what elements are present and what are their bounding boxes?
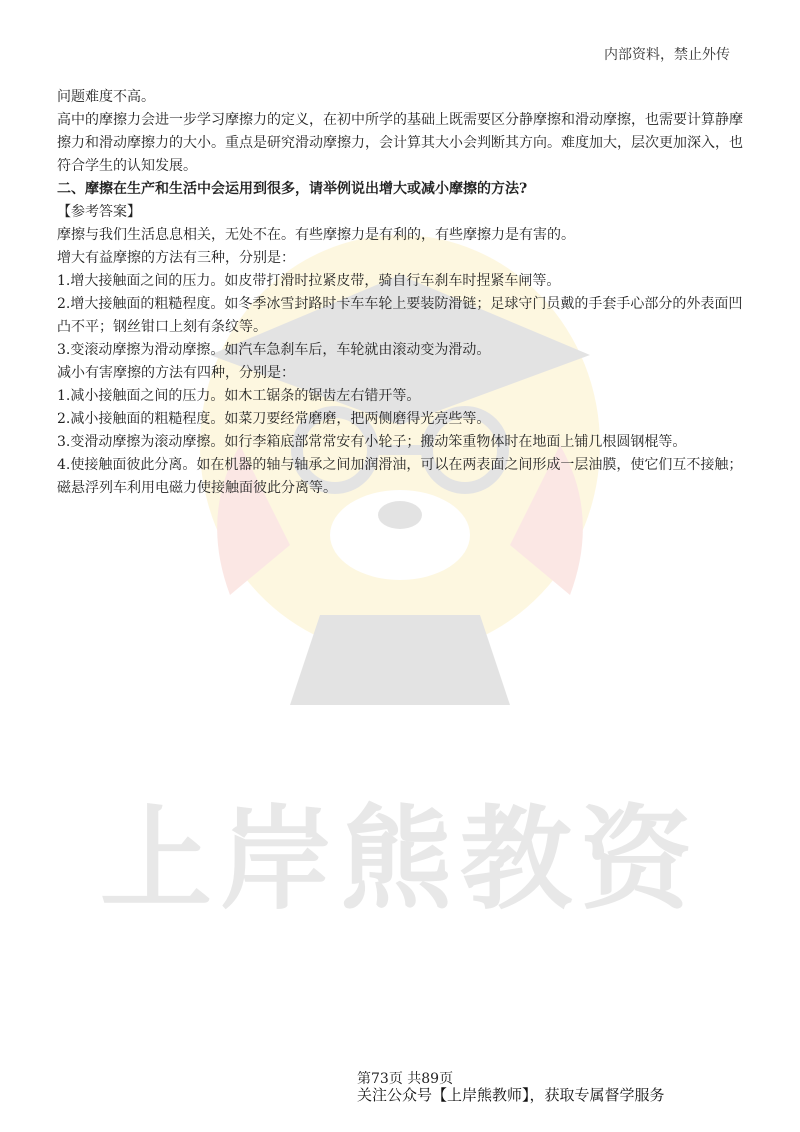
- answer-label: 【参考答案】: [57, 204, 141, 220]
- paragraph: 高中的摩擦力会进一步学习摩擦力的定义，在初中所学的基础上既需要区分静摩擦和滑动摩擦，也需要计算静摩擦力和滑动摩擦力的大小。重点是研究滑动摩擦力，会计算其大小会判断其方向。难度加大，层次更加深入，也符合学生的认知发展。: [57, 112, 743, 174]
- brand-watermark: 上岸熊教资: [100, 795, 700, 925]
- paragraph: 摩擦与我们生活息息相关，无处不在。有些摩擦力是有利的，有些摩擦力是有害的。: [57, 227, 575, 243]
- page-number: 第73页 共89页: [357, 1071, 454, 1087]
- paragraph: 增大有益摩擦的方法有三种，分别是：: [57, 250, 295, 266]
- list-item: 1.增大接触面之间的压力。如皮带打滑时拉紧皮带，骑自行车刹车时捏紧车闸等。: [57, 273, 561, 289]
- list-item: 2.减小接触面的粗糙程度。如菜刀要经常磨磨，把两侧磨得光亮些等。: [57, 411, 491, 427]
- footer-promo: 关注公众号【上岸熊教师】，获取专属督学服务: [357, 1086, 665, 1104]
- list-item: 2.增大接触面的粗糙程度。如冬季冰雪封路时卡车车轮上要装防滑链；足球守门员戴的手套手心部分的外表面凹凸不平；钢丝钳口上刻有条纹等。: [57, 296, 743, 335]
- question-heading: 二、摩擦在生产和生活中会运用到很多，请举例说出增大或减小摩擦的方法?: [57, 181, 528, 197]
- document-body: [57, 86, 749, 500]
- list-item: 1.减小接触面之间的压力。如木工锯条的锯齿左右错开等。: [57, 388, 421, 404]
- list-item: 3.变滑动摩擦为滚动摩擦。如行李箱底部常常安有小轮子；搬动笨重物体时在地面上铺几根圆钢棍等。: [57, 434, 687, 450]
- list-item: 4.使接触面彼此分离。如在机器的轴与轴承之间加润滑油，可以在两表面之间形成一层油膜，使它们互不接触；磁悬浮列车利用电磁力使接触面彼此分离等。: [57, 457, 743, 496]
- paragraph: 减小有害摩擦的方法有四种，分别是：: [57, 365, 295, 381]
- paragraph: 问题难度不高。: [57, 89, 155, 105]
- confidential-notice: 内部资料，禁止外传: [604, 47, 730, 63]
- list-item: 3.变滚动摩擦为滑动摩擦。如汽车急刹车后，车轮就由滚动变为滑动。: [57, 342, 491, 358]
